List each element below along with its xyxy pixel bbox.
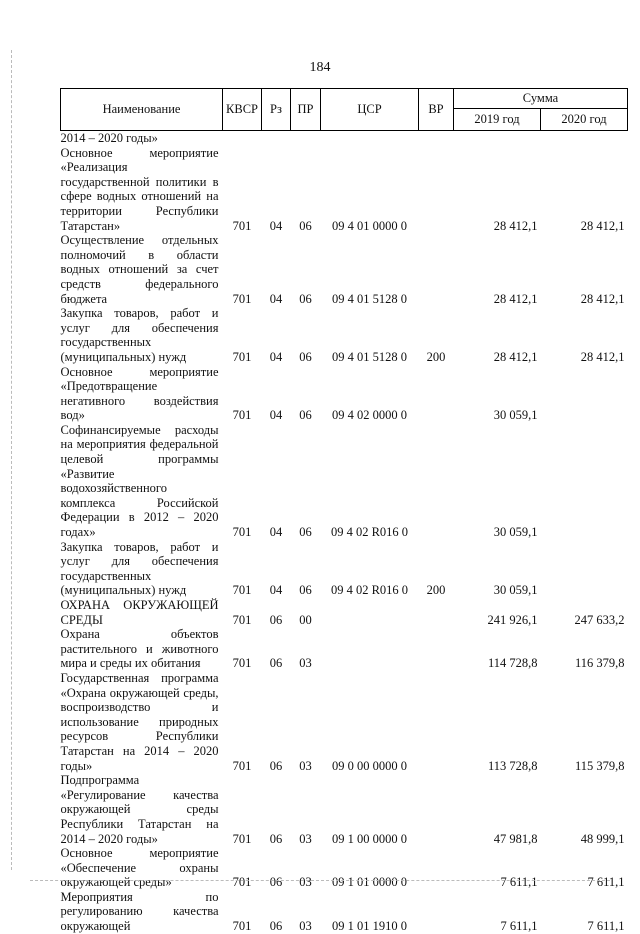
- row-csr: [321, 598, 419, 627]
- row-pr: 06: [299, 525, 312, 540]
- row-csr: 09 4 01 5128 0: [332, 291, 407, 306]
- row-rz: 06: [269, 831, 283, 846]
- table-row: [61, 423, 628, 540]
- header-year-2019: 2019 год: [454, 109, 541, 131]
- row-csr: 09 1 00 0000 0: [332, 831, 407, 846]
- header-sum: Сумма: [454, 89, 628, 109]
- row-vr: 200: [426, 583, 446, 598]
- row-vr: [419, 423, 454, 540]
- row-2019: 28 412,1: [493, 349, 538, 364]
- row-rz: 06: [269, 875, 283, 890]
- header-csr: ЦСР: [321, 89, 419, 131]
- row-name: Софинансируемые расходы на мероприятия федеральной целевой программы «Развитие водохозяйственного комплекса Российской Федерации в 2012 – 2020 годах»: [60, 422, 219, 540]
- row-csr: 09 1 01 1910 0: [332, 919, 407, 934]
- row-name: Государственная программа «Охрана окружающей среды, воспроизводство и использование природных ресурсов Республики Татарстан на 2014 – 2020 годы»: [60, 670, 219, 773]
- row-kvsr: 701: [232, 218, 252, 233]
- row-name: Основное мероприятие «Предотвращение негативного воздействия вод»: [60, 364, 219, 423]
- row-2020: 28 412,1: [580, 291, 625, 306]
- row-name: Закупка товаров, работ и услуг для обеспечения государственных (муниципальных) нужд: [60, 306, 219, 364]
- row-rz: 04: [269, 349, 283, 364]
- header-vr: ВР: [419, 89, 454, 131]
- header-name: Наименование: [61, 89, 223, 131]
- table-row: [61, 306, 628, 364]
- row-csr: 09 4 02 R016 0: [330, 525, 409, 540]
- row-csr: 09 0 00 0000 0: [332, 758, 407, 773]
- row-2019: 30 059,1: [493, 525, 538, 540]
- row-vr: [419, 365, 454, 423]
- row-rz: 04: [269, 291, 283, 306]
- row-name: Основное мероприятие «Реализация государственной политики в сфере водных отношений на территории Республики Татарстан»: [60, 145, 219, 233]
- left-margin-line: [11, 50, 12, 870]
- table-row: [61, 890, 628, 934]
- row-pr: 03: [299, 831, 312, 846]
- row-name: ОХРАНА ОКРУЖАЮЩЕЙ СРЕДЫ: [60, 598, 219, 627]
- row-rz: 06: [269, 656, 283, 671]
- row-csr: 09 4 02 0000 0: [332, 408, 407, 423]
- row-2019: 28 412,1: [493, 291, 538, 306]
- row-csr: 09 4 02 R016 0: [330, 583, 409, 598]
- table-row: [61, 146, 628, 234]
- row-kvsr: 701: [232, 612, 252, 627]
- row-2019: 114 728,8: [487, 656, 538, 671]
- row-2019: 47 981,8: [493, 831, 538, 846]
- row-name: Закупка товаров, работ и услуг для обеспечения государственных (муниципальных) нужд: [60, 539, 219, 598]
- row-kvsr: 701: [232, 656, 252, 671]
- row-name: Охрана объектов растительного и животного мира и среды их обитания: [60, 627, 219, 671]
- table-row: [61, 598, 628, 627]
- row-2019: 7 611,1: [500, 875, 538, 890]
- row-rz: 04: [269, 525, 283, 540]
- row-2020: [541, 131, 628, 146]
- row-2019: [454, 131, 541, 146]
- page-number: 184: [309, 60, 331, 75]
- row-rz: 06: [269, 612, 283, 627]
- row-2019: 7 611,1: [500, 919, 538, 934]
- row-2020: [541, 365, 628, 423]
- row-2020: [541, 540, 628, 598]
- row-kvsr: 701: [232, 291, 252, 306]
- header-rz: Рз: [262, 89, 291, 131]
- row-vr: [419, 627, 454, 671]
- row-pr: 03: [299, 656, 312, 671]
- row-vr: [419, 598, 454, 627]
- row-2020: 28 412,1: [580, 218, 625, 233]
- row-pr: 00: [299, 612, 312, 627]
- row-rz: 04: [269, 408, 283, 423]
- row-vr: [419, 146, 454, 234]
- row-vr: [419, 773, 454, 846]
- row-vr: 200: [426, 349, 446, 364]
- row-2020: 115 379,8: [574, 758, 625, 773]
- row-pr: 06: [299, 583, 312, 598]
- row-csr: [321, 131, 419, 146]
- table-row: [61, 671, 628, 773]
- row-pr: 06: [299, 218, 312, 233]
- row-kvsr: 701: [232, 831, 252, 846]
- row-2020: 7 611,1: [587, 919, 625, 934]
- row-rz: 04: [269, 218, 283, 233]
- row-pr: 03: [299, 875, 312, 890]
- budget-table: [60, 88, 628, 934]
- row-2020: 116 379,8: [574, 656, 625, 671]
- row-pr: 06: [299, 408, 312, 423]
- row-csr: 09 1 01 0000 0: [332, 875, 407, 890]
- row-kvsr: 701: [232, 408, 252, 423]
- row-2020: 48 999,1: [580, 831, 625, 846]
- table-row: [61, 365, 628, 423]
- table-row: [61, 540, 628, 598]
- row-rz: 06: [269, 919, 283, 934]
- row-2019: 241 926,1: [487, 612, 538, 627]
- row-name: Основное мероприятие «Обеспечение охраны окружающей среды»: [60, 846, 219, 890]
- table-row: [61, 131, 628, 146]
- row-kvsr: 701: [232, 525, 252, 540]
- row-vr: [419, 233, 454, 306]
- row-csr: 09 4 01 0000 0: [332, 218, 407, 233]
- row-rz: 06: [269, 758, 283, 773]
- row-pr: 06: [299, 291, 312, 306]
- row-kvsr: 701: [232, 349, 252, 364]
- header-pr: ПР: [291, 89, 321, 131]
- row-name: Подпрограмма «Регулирование качества окружающей среды Республики Татарстан на 2014 – 2020 годы»: [60, 773, 219, 846]
- row-csr: [321, 627, 419, 671]
- row-name: Мероприятия по регулированию качества окружающей: [60, 889, 219, 934]
- row-pr: 03: [299, 758, 312, 773]
- row-vr: [419, 671, 454, 773]
- row-kvsr: 701: [232, 875, 252, 890]
- table-row: [61, 846, 628, 890]
- row-rz: 04: [269, 583, 283, 598]
- row-2020: 28 412,1: [580, 349, 625, 364]
- row-2020: 7 611,1: [587, 875, 625, 890]
- table-header: [61, 89, 628, 131]
- row-2019: 113 728,8: [487, 758, 538, 773]
- row-kvsr: 701: [232, 583, 252, 598]
- row-2019: 30 059,1: [493, 583, 538, 598]
- row-pr: [291, 131, 321, 146]
- bottom-rule: [30, 880, 610, 881]
- row-csr: 09 4 01 5128 0: [332, 349, 407, 364]
- header-year-2020: 2020 год: [541, 109, 628, 131]
- row-2019: 30 059,1: [493, 408, 538, 423]
- row-2020: [541, 423, 628, 540]
- table-body: [61, 131, 628, 934]
- row-2019: 28 412,1: [493, 218, 538, 233]
- row-rz: [262, 131, 291, 146]
- row-vr: [419, 846, 454, 890]
- row-name: Осуществление отдельных полномочий в области водных отношений за счет средств федерального бюджета: [60, 233, 219, 306]
- row-kvsr: 701: [232, 758, 252, 773]
- row-vr: [419, 890, 454, 934]
- row-kvsr: [223, 131, 262, 146]
- row-2020: 247 633,2: [574, 612, 625, 627]
- row-vr: [419, 131, 454, 146]
- row-name: 2014 – 2020 годы»: [60, 131, 158, 145]
- header-kvsr: КВСР: [223, 89, 262, 131]
- row-pr: 06: [299, 349, 312, 364]
- row-pr: 03: [299, 919, 312, 934]
- table-row: [61, 773, 628, 846]
- row-kvsr: 701: [232, 919, 252, 934]
- table-row: [61, 233, 628, 306]
- table-row: [61, 627, 628, 671]
